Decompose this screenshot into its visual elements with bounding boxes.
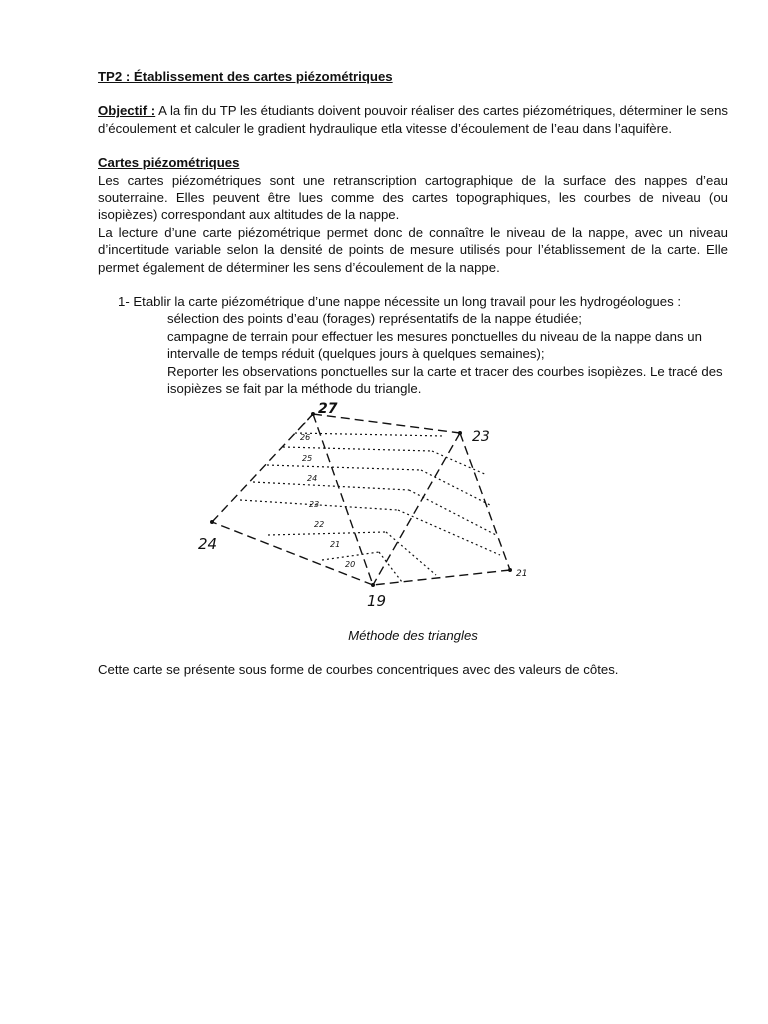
point-19-marker [371,583,375,587]
edge-19-24 [212,522,373,585]
isoline-26 [295,433,444,436]
triangle-method-diagram [196,398,526,613]
isoline-26-left [304,414,313,424]
edge-24-27 [212,414,313,522]
isoline-22-right [398,510,500,555]
isoline-21 [268,532,386,535]
point-27-marker [311,412,315,416]
point-23-label: 23 [472,429,490,445]
isoline-21-right [386,532,436,575]
isoline-label-20: 20 [345,560,356,569]
section-paragraph-2: La lecture d’une carte piézométrique permet donc de connaître le niveau de la nappe, avec un niveau d’incertitude variable selon la densité de points de mesure utilisés pour l’établissement de la carte. Elle permet également de déterminer les sens d’écoulement de la nappe. [98,224,728,275]
point-27-label: 27 [318,401,338,417]
section-paragraph-1: Les cartes piézométriques sont une retranscription cartographique de la surface des nappes d’eau souterraine. Elles peuvent être lues comme des cartes topographiques, les courbes de niveau (ou isopièzes) correspondant aux altitudes de la nappe. [98,172,728,223]
isoline-label-21: 21 [330,540,341,549]
step-item-1: 1- Etablir la carte piézométrique d’une nappe nécessite un long travail pour les hydrogéologues : [118,294,682,310]
isoline-label-25: 25 [302,454,313,463]
isoline-label-22: 22 [314,520,325,529]
isoline-25 [283,447,432,451]
isoline-label-24: 24 [307,474,318,483]
objective-text: A la fin du TP les étudiants doivent pouvoir réaliser des cartes piézométriques, déterminer le sens d’écoulement et calculer le gradient hydraulique etla vitesse d’écoulement de l’eau dans l’aquifère. [98,103,728,136]
isoline-label-26: 26 [300,433,311,442]
point-24-marker [210,520,214,524]
isoline-label-23: 23 [309,500,320,509]
point-23-marker [458,431,462,435]
document-body [98,68,728,398]
objective-paragraph [98,102,728,137]
step-sub-2: campagne de terrain pour effectuer les mesures ponctuelles du niveau de la nappe dans un intervalle de temps réduit (quelques jours à quelques semaines); [167,328,702,362]
isoline-20 [322,552,379,560]
triangle-method-figure [196,398,526,613]
isoline-23 [253,482,409,490]
isoline-25-right [432,451,487,475]
isoline-20-right [379,552,402,582]
edge-23-21 [460,433,510,570]
point-24-label: 24 [198,535,218,553]
step-sub-1: sélection des points d’eau (forages) représentatifs de la nappe étudiée; [167,311,582,327]
isoline-23-right [409,490,496,535]
point-21-label: 21 [516,569,528,579]
closing-paragraph: Cette carte se présente sous forme de courbes concentriques avec des valeurs de côtes. [98,662,619,677]
step-sub-3: Reporter les observations ponctuelles sur la carte et tracer des courbes isopièzes. Le tracé des isopièzes se fait par la méthode du triangle. [167,363,723,397]
figure-caption: Méthode des triangles [348,628,478,643]
document-title: TP2 : Établissement des cartes piézométriques [98,69,393,84]
section-heading: Cartes piézométriques [98,155,240,171]
isoline-24 [267,465,421,470]
edge-21-19 [373,570,510,585]
edge-27-19 [313,414,373,585]
point-21-marker [508,568,512,572]
objective-label: Objectif : [98,103,156,119]
point-19-label: 19 [367,592,387,610]
